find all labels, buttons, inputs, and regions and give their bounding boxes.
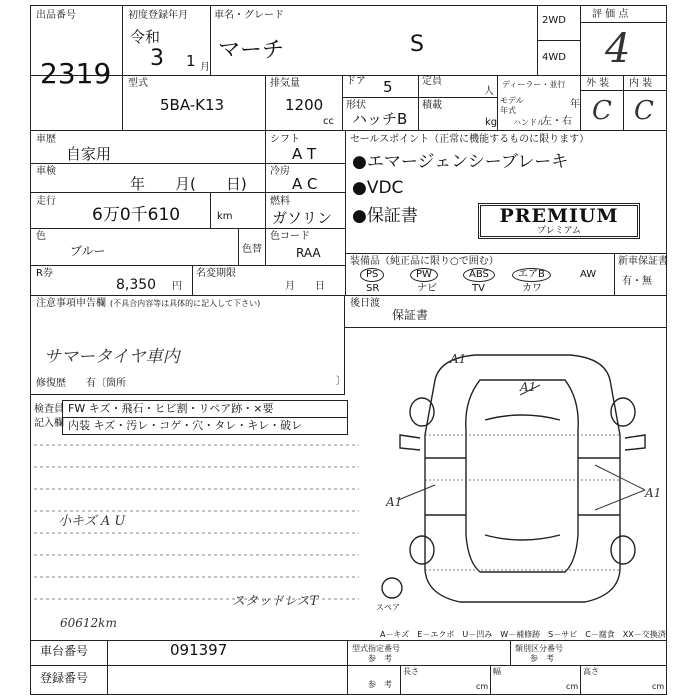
width-unit: cm: [566, 682, 579, 691]
person-unit: 人: [484, 86, 494, 97]
after-fit-label: 後日渡: [350, 298, 380, 309]
door-value: 5: [383, 78, 393, 96]
inspector-row-2: 内装 キズ・汚レ・コゲ・穴・タレ・キレ・破レ: [68, 419, 303, 432]
divider: [580, 665, 581, 695]
chassis-label: 車台番号: [40, 644, 89, 658]
type-label: 型式: [128, 78, 148, 89]
inspection-value: 年 月( 日): [130, 175, 247, 193]
divider: [210, 5, 211, 75]
equip-aw: AW: [580, 269, 597, 280]
notes-handwritten: サマータイヤ車内: [44, 347, 180, 367]
reg-month: 1: [186, 52, 196, 70]
color-code-label: 色コード: [270, 231, 310, 242]
cc-unit: cc: [323, 116, 334, 127]
exterior-label: 外 装: [586, 78, 610, 89]
fuel-value: ガソリン: [272, 209, 333, 227]
overall-score: 4: [605, 26, 631, 72]
divider: [623, 75, 624, 130]
damage-legend: A－キズ E－エクボ U－凹み W－補修跡 S－サビ C－腐食 XX－交換済: [380, 630, 666, 639]
model-year-label: モデル 年式: [500, 96, 524, 115]
divider: [345, 130, 346, 295]
era: 令和: [130, 28, 161, 46]
inspector-label-2: 記入欄: [34, 418, 64, 429]
shift-value: A T: [292, 145, 317, 163]
diagram-mark-1: A1: [450, 352, 467, 366]
kg-unit: kg: [485, 117, 498, 128]
premium-stamp: [478, 203, 640, 239]
model-label: 車名・グレード: [214, 10, 284, 21]
equip-ps: PS: [360, 268, 384, 282]
wd2-label: 2WD: [542, 15, 566, 26]
ac-value: A C: [292, 175, 318, 193]
divider: [345, 253, 667, 254]
hand-note-1: 小キズ A U: [58, 514, 126, 529]
divider: [30, 163, 345, 164]
premium-jp: プレミアム: [536, 226, 581, 236]
divider: [497, 75, 498, 130]
diagram-mark-4: A1: [645, 486, 662, 500]
divider: [265, 75, 266, 130]
lot-label: 出品番号: [36, 10, 76, 21]
tax-label: 名変期限: [196, 268, 236, 279]
divider: [510, 640, 511, 665]
bracket-close: 〕: [336, 376, 346, 387]
divider: [30, 665, 347, 666]
divider: [107, 640, 108, 695]
divider: [122, 5, 123, 130]
divider: [347, 640, 348, 695]
recycle-value: 8,350: [116, 277, 157, 293]
model-cert-label: 型式指定番号: [352, 644, 400, 653]
height-label: 高さ: [583, 667, 599, 676]
interior-score: C: [634, 96, 654, 126]
cc-label: 排気量: [270, 78, 300, 89]
fuel-label: 燃料: [270, 196, 290, 207]
handle-value: 左・右: [542, 116, 572, 127]
equipment-label: 装備品（純正品に限り○で囲む）: [350, 256, 499, 267]
color-value: ブルー: [70, 244, 106, 258]
mileage-label: 走行: [36, 196, 56, 207]
equip-pw: PW: [410, 268, 438, 282]
model-cert-ref: 参 考: [368, 654, 392, 663]
divider: [342, 75, 343, 130]
door-label: ドア: [346, 76, 366, 87]
divider: [400, 665, 401, 695]
equip-abs: ABS: [463, 268, 495, 282]
notes-label: 注意事項申告欄: [36, 298, 106, 309]
equip-navi: ナビ: [417, 283, 437, 294]
history-value: 自家用: [66, 145, 112, 163]
inspector-row-1: FW キズ・飛石・ヒビ割・リペア跡・×要: [68, 402, 274, 415]
diagram-mark-3: A1: [386, 495, 403, 509]
km-unit: km: [217, 211, 233, 222]
divider: [418, 75, 419, 130]
lot-number: 2319: [40, 57, 112, 90]
repair-label: 修復歴: [36, 378, 66, 389]
reg-label: 登録番号: [40, 671, 89, 685]
interior-label: 内 装: [629, 78, 653, 89]
length-unit: cm: [476, 682, 489, 691]
equip-airbag: エアB: [512, 268, 551, 282]
divider: [537, 40, 580, 41]
divider: [238, 228, 239, 265]
score-label: 評 価 点: [592, 9, 629, 20]
ac-label: 冷房: [270, 166, 290, 177]
chassis-value: 091397: [170, 641, 228, 659]
grade: S: [410, 32, 424, 57]
dealer-label: ディーラー・並行: [502, 80, 566, 89]
equip-tv: TV: [472, 283, 485, 294]
category-label: 類別区分番号: [515, 644, 563, 653]
equip-leather: カワ: [522, 283, 542, 294]
load-label: 積載: [422, 100, 442, 111]
mileage-value: 6万0千610: [92, 205, 181, 225]
length-label: 長さ: [403, 667, 419, 676]
new-car-label: 新車保証書: [618, 256, 668, 267]
divider: [210, 192, 211, 228]
sales-point-1: ●エマージェンシーブレーキ: [352, 152, 569, 172]
sales-point-2: ●VDC: [352, 178, 404, 198]
shape-value: ハッチB: [352, 110, 408, 128]
divider: [347, 665, 667, 666]
shape-label: 形状: [346, 100, 366, 111]
divider: [265, 130, 266, 265]
wd4-label: 4WD: [542, 52, 566, 63]
spare-label: スペア: [376, 603, 400, 612]
repair-value: 有〔箇所: [86, 378, 126, 389]
divider: [342, 97, 497, 98]
hand-note-3: 60612km: [60, 616, 117, 630]
inspection-label: 車検: [36, 166, 56, 177]
divider: [192, 265, 193, 295]
new-car-value: 有・無: [622, 276, 652, 287]
notes-box: [30, 295, 345, 395]
category-ref: 参 考: [530, 654, 554, 663]
color-label: 色: [36, 231, 46, 242]
inspector-label-1: 検査員: [34, 404, 64, 415]
recolor-label: 色替: [242, 244, 262, 255]
car-name: マーチ: [218, 38, 285, 63]
tax-value: 月 日: [285, 281, 325, 292]
dims-ref: 参 考: [368, 680, 392, 689]
divider: [345, 327, 667, 328]
notes-sub: (不具合内容等は具体的に記入して下さい): [110, 299, 261, 308]
equip-sr: SR: [366, 283, 380, 294]
divider: [490, 665, 491, 695]
after-fit-value: 保証書: [392, 308, 429, 322]
capacity-label: 定員: [422, 76, 442, 87]
color-code-value: RAA: [296, 246, 321, 260]
sales-point-3: ●保証書: [352, 206, 418, 226]
divider: [580, 5, 581, 130]
type-value: 5BA-K13: [160, 96, 225, 114]
history-label: 車歴: [36, 134, 56, 145]
divider: [30, 228, 345, 229]
diagram-mark-2: A1: [520, 380, 537, 394]
divider: [30, 130, 667, 131]
handle-label: ハンドル: [513, 118, 545, 127]
yen-unit: 円: [172, 281, 182, 292]
premium-en: PREMIUM: [499, 205, 619, 227]
divider: [30, 265, 345, 266]
divider: [580, 22, 667, 23]
height-unit: cm: [652, 682, 665, 691]
divider: [30, 640, 667, 641]
first-reg-label: 初度登録年月: [128, 10, 188, 21]
divider: [62, 417, 348, 418]
width-label: 幅: [493, 667, 501, 676]
cc-value: 1200: [285, 96, 324, 114]
reg-year: 3: [150, 46, 164, 71]
sales-points-label: セールスポイント（正常に機能するものに限ります）: [350, 134, 590, 145]
hand-note-2: スタッドレスT: [232, 594, 319, 609]
year-unit: 年: [570, 99, 580, 110]
month-unit: 月: [200, 62, 210, 73]
shift-label: シフト: [270, 134, 300, 145]
exterior-score: C: [592, 96, 612, 126]
divider: [614, 253, 615, 295]
recycle-label: R券: [36, 268, 53, 279]
